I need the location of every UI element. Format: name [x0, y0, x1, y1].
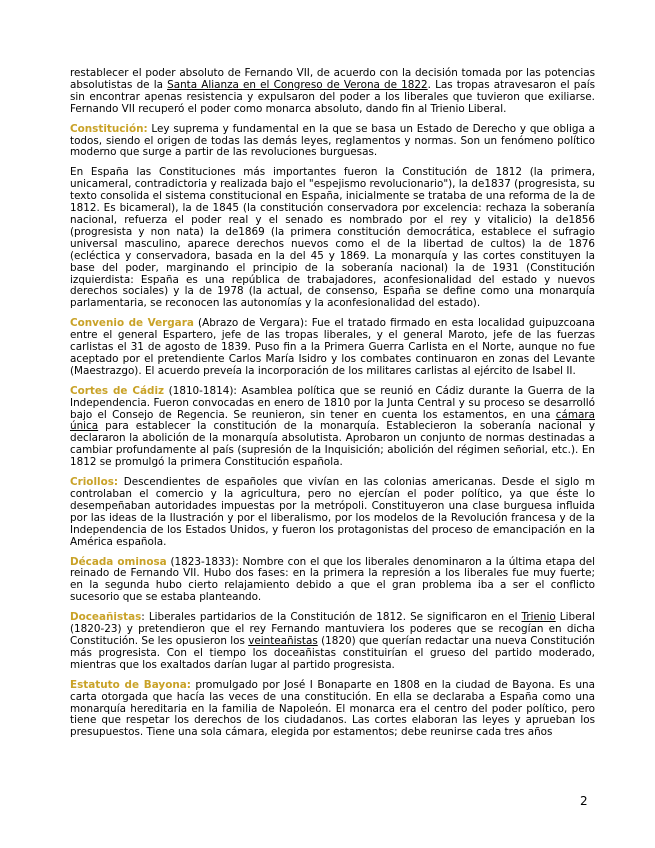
veinteanistas-link[interactable]: veinteañistas — [248, 634, 318, 647]
vergara-entry — [70, 318, 595, 378]
intro-paragraph — [70, 68, 595, 116]
constitucion-detail: En España las Constituciones más importantes fueron la Constitución de 1812 (la primera, unicameral, contradictoria y realizada bajo el "espejismo revolucionario"), la de1837 (progresista, su texto consolida el sistema constitucional en España, inicialmente se trataba de una reforma de la de 1812. Es bicameral), la de 1845 (la constitución conservadora por excelencia: rechaza la soberanía nacional, refuerza el poder real y el senado es nombrado por el rey y vitalicio) la de1856 (progresista y non nata) la de1869 (la primera constitución democrática, establece el sufragio universal masculino, aparece derechos nuevos como el de la libertad de cultos) la de 1876 (ecléctica y conservadora, basada en la del 45 y 1869. La monarquía y las cortes constituyen la base del poder, marginando el principio de la soberanía nacional) la de 1931 (Constitución izquierdista: España es una república de trabajadores, aconfesionalidad del estado y nuevos derechos sociales) y la de 1978 (la actual, de consenso, España se define como una monarquía parlamentaria, se reconocen las autonomías y la aconfesionalidad del estado). — [70, 166, 595, 310]
decada-definition: (1823-1833): Nombre con el que los liberales denominaron a la última etapa del reinado de Fernando VII. Hubo dos fases: en la primera la represión a los liberales fue muy fuerte; en la segunda hubo cierto relajamiento debido a que el gran problema iba a ser el conflicto sucesorio que se estaba planteando. — [70, 555, 595, 604]
term-decada: Década ominosa — [70, 555, 167, 568]
term-vergara: Convenio de Vergara — [70, 317, 194, 330]
bayona-entry — [70, 680, 595, 740]
bayona-definition: promulgado por José I Bonaparte en 1808 en la ciudad de Bayona. Es una carta otorgada que hacía las veces de una constitución. En ella se declaraba a España como una monarquía hereditaria en la familia de Napoleón. El monarca era el centro del poder político, pero tiene que respetar los derechos de los ciudadanos. Las cortes elaboran las leyes y aprueban los presupuestos. Tiene una sola cámara, elegida por estamentos; debe reunirse cada tres años — [70, 678, 595, 739]
term-criollos: Criollos: — [70, 476, 119, 489]
doceanistas-text: : Liberales partidarios de la Constitución de 1812. Se significaron en el — [141, 611, 522, 624]
santa-alianza-link[interactable]: Santa Alianza en el Congreso de Verona de 1822 — [167, 78, 428, 91]
cadiz-entry — [70, 386, 595, 469]
intro-text-end: . Las tropas atravesaron el país sin encontrar apenas resistencia y expulsaron del poder a los liberales que tuvieron que exiliarse. Fernando VII recuperó el poder como monarca absoluto, dando fin al Trienio Liberal. — [70, 78, 595, 115]
doceanistas-text-mid: Liberal (1820-23) y pretendieron que el rey Fernando mantuviera los poderes que se recogían en dicha Constitución. Se les opusieron los — [70, 611, 595, 647]
term-cadiz: Cortes de Cádiz — [70, 384, 165, 397]
vergara-definition: (Abrazo de Vergara): Fue el tratado firmado en esta localidad guipuzcoana entre el general Espartero, jefe de las tropas liberales, y el general Maroto, jefe de las fuerzas carlistas el 31 de agosto de 1839. Puso fin a la Primera Guerra Carlista en el Norte, aunque no fue aceptado por el pretendiente Carlos María Isidro y los combates continuaron en zonas del Levante (Maestrazgo). El acuerdo preveía la incorporación de los militares carlistas al ejército de Isabel II. — [70, 317, 595, 377]
document-page — [70, 68, 595, 747]
term-doceanistas: Doceañistas — [70, 611, 142, 624]
doceanistas-entry — [70, 612, 595, 672]
constitucion-entry — [70, 124, 595, 160]
cadiz-text-end: para establecer la constitución de la monarquía. Establecieron la soberanía nacional y declararon la abolición de la monarquía absolutista. Aprobaron un conjunto de normas destinadas a cambiar profundamente al país (supresión de la Inquisición; abolición del régimen señorial, etc.). En 1812 se promulgó la primera Constitución española. — [70, 420, 595, 469]
criollos-entry — [70, 477, 595, 548]
cadiz-text: (1810-1814): Asamblea política que se reunió en Cádiz durante la Guerra de la Independencia. Fueron convocadas en enero de 1810 por la Junta Central y su proceso se desarrolló bajo el Consejo de Regencia. Se reunieron, sin tener en cuenta los estamentos, en una — [70, 384, 595, 421]
constitucion-definition: Ley suprema y fundamental en la que se basa un Estado de Derecho y que obliga a todos, siendo el origen de todas las demás leyes, reglamentos y normas. Son un fenómeno político moderno que surge a partir de las revoluciones burguesas. — [70, 122, 595, 159]
criollos-definition: Descendientes de españoles que vivían en las colonias americanas. Desde el siglo m controlaban el comercio y la agricultura, pero no ejercían el poder político, ya que éste lo desempeñaban autoridades impuestas por la metrópoli. Constituyeron una clase burguesa influida por las ideas de la Ilustración y por el liberalismo, por los modelos de la Revolución francesa y de la Independencia de los Estados Unidos, y fueron los protagonistas del proceso de emancipación en la América española. — [70, 476, 595, 548]
page-number: 2 — [580, 794, 588, 808]
term-constitucion: Constitución: — [70, 122, 148, 135]
intro-text: restablecer el poder absoluto de Fernando VII, de acuerdo con la decisión tomada por las potencias absolutistas de la — [70, 67, 595, 91]
trienio-link[interactable]: Trienio — [521, 611, 556, 624]
camara-unica-link[interactable]: cámara única — [70, 408, 595, 433]
decada-entry — [70, 557, 595, 605]
doceanistas-text-end: (1820) que querían redactar una nueva Constitución más progresista. Con el tiempo los doceañistas constituirían el grueso del partido moderado, mientras que los exaltados darían lugar al partido progresista. — [70, 634, 595, 671]
term-bayona: Estatuto de Bayona: — [70, 678, 191, 691]
